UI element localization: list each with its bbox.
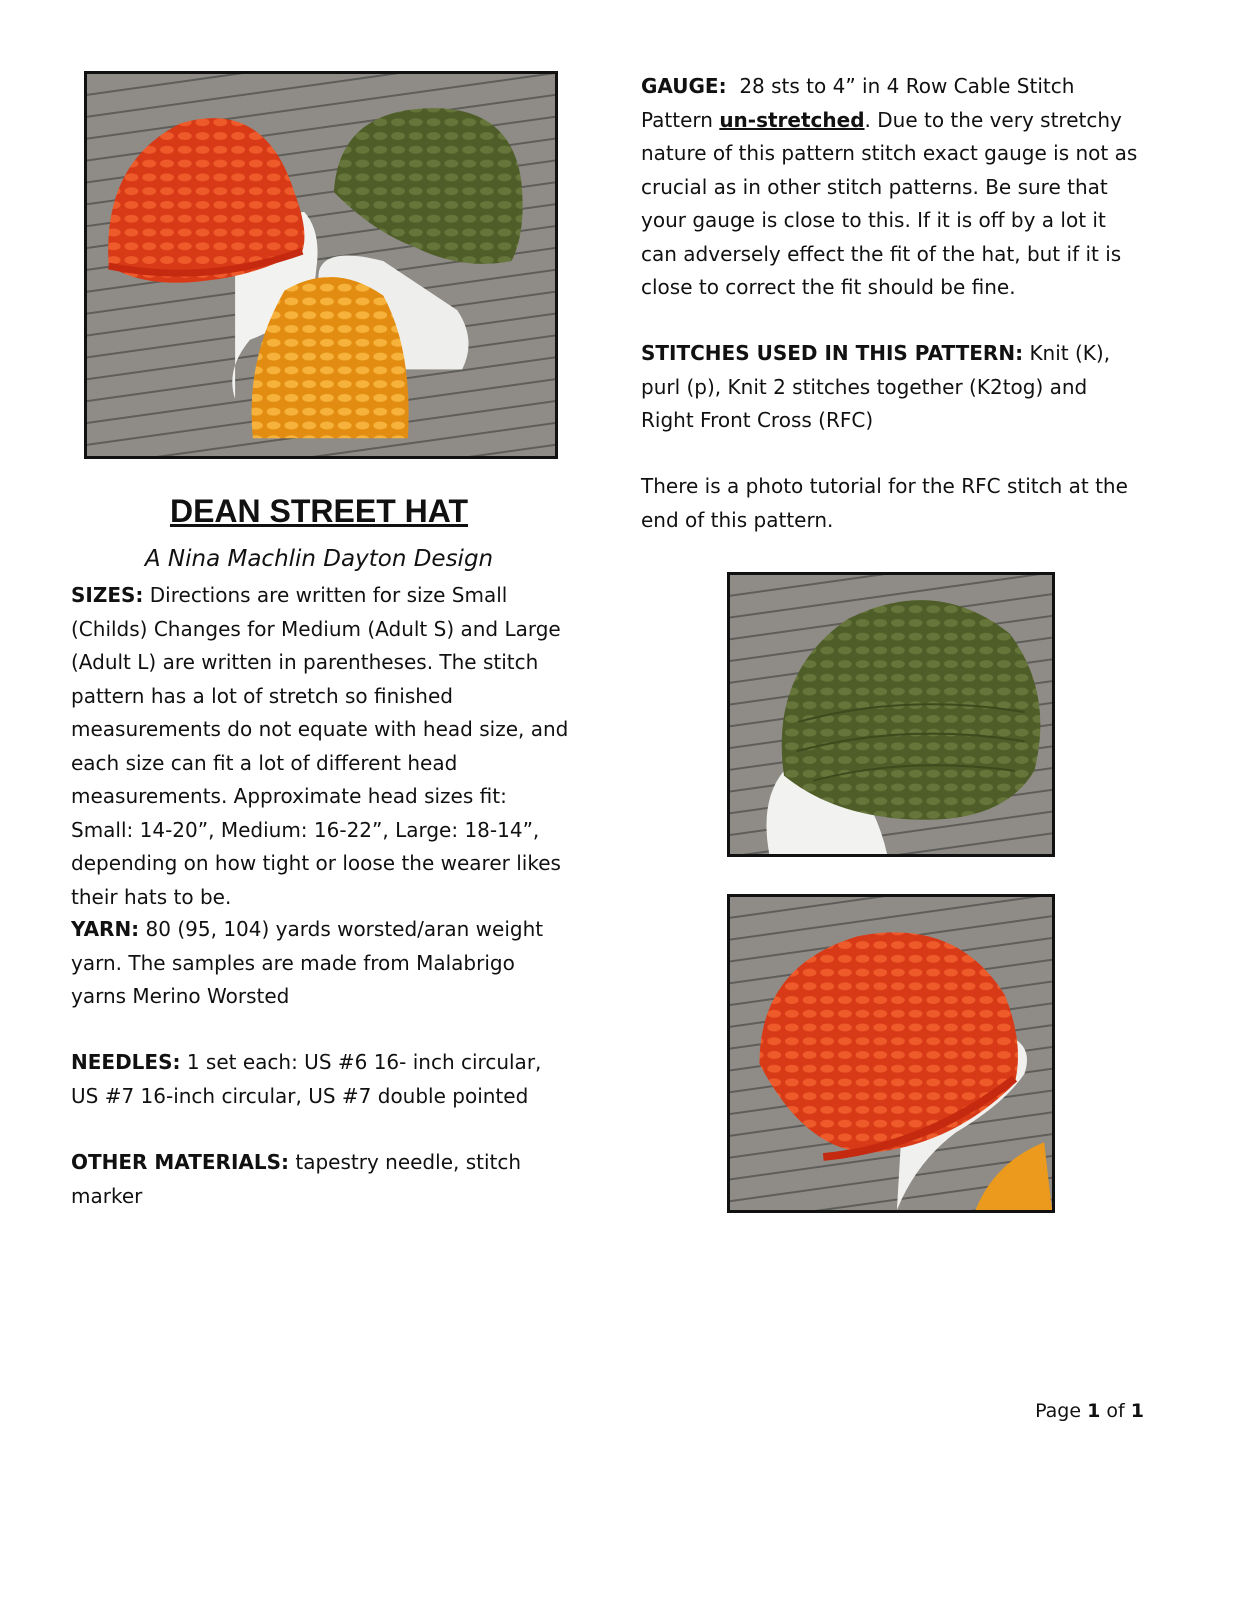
gauge-label: GAUGE: — [641, 74, 727, 98]
sizes-section — [71, 579, 571, 914]
pattern-title: DEAN STREET HAT — [169, 493, 469, 529]
stitches-label: STITCHES USED IN THIS PATTERN: — [641, 341, 1024, 365]
materials-section — [71, 1146, 571, 1213]
sizes-label: SIZES: — [71, 583, 144, 607]
yarn-section — [71, 913, 571, 1014]
sizes-text: Directions are written for size Small (Childs) Changes for Medium (Adult S) and Large (Adult L) are written in parentheses. The stitch pattern has a lot of stretch so finished measurements do not equate with head size, and each size can fit a lot of different head measurements. Approximate head sizes fit: Small: 14-20”, Medium: 16-22”, Large: 18-14”, depending on how tight or loose the wearer likes their hats to be. — [71, 583, 569, 909]
gauge-emphasis: un-stretched — [719, 107, 865, 132]
yarn-text: 80 (95, 104) yards worsted/aran weight yarn. The samples are made from Malabrigo yarns Merino Worsted — [71, 917, 544, 1008]
footer-total-pages: 1 — [1130, 1400, 1144, 1422]
hats-group-photo — [84, 71, 558, 459]
footer-prefix: Page — [1035, 1400, 1082, 1422]
needles-label: NEEDLES: — [71, 1050, 181, 1074]
needles-section — [71, 1046, 571, 1113]
tutorial-note-text: There is a photo tutorial for the RFC stitch at the end of this pattern. — [641, 474, 1128, 532]
page-footer — [1035, 1397, 1144, 1425]
tutorial-note — [641, 470, 1141, 537]
red-hat-photo — [727, 894, 1055, 1213]
needles-text: 1 set each: US #6 16- inch circular, US #7 16-inch circular, US #7 double pointed — [71, 1050, 542, 1108]
gauge-text-b: . Due to the very stretchy nature of this pattern stitch exact gauge is not as crucial as in other stitch patterns. Be sure that your gauge is close to this. If it is off by a lot it can adversely effect the fit of the hat, but if it is close to correct the fit should be fine. — [641, 107, 1138, 299]
green-hat-photo — [727, 572, 1055, 857]
materials-text: tapestry needle, stitch marker — [71, 1150, 522, 1208]
gauge-text-a: 28 sts to 4” in 4 Row Cable Stitch Pattern — [641, 74, 1075, 132]
footer-of: of — [1106, 1400, 1125, 1422]
yarn-label: YARN: — [71, 917, 140, 941]
stitches-text: Knit (K), purl (p), Knit 2 stitches together (K2tog) and Right Front Cross (RFC) — [641, 341, 1111, 432]
materials-label: OTHER MATERIALS: — [71, 1150, 290, 1174]
footer-current-page: 1 — [1087, 1400, 1101, 1422]
gauge-section — [641, 70, 1141, 305]
stitches-section — [641, 337, 1141, 438]
designer-subtitle: A Nina Machlin Dayton Design — [144, 546, 494, 572]
